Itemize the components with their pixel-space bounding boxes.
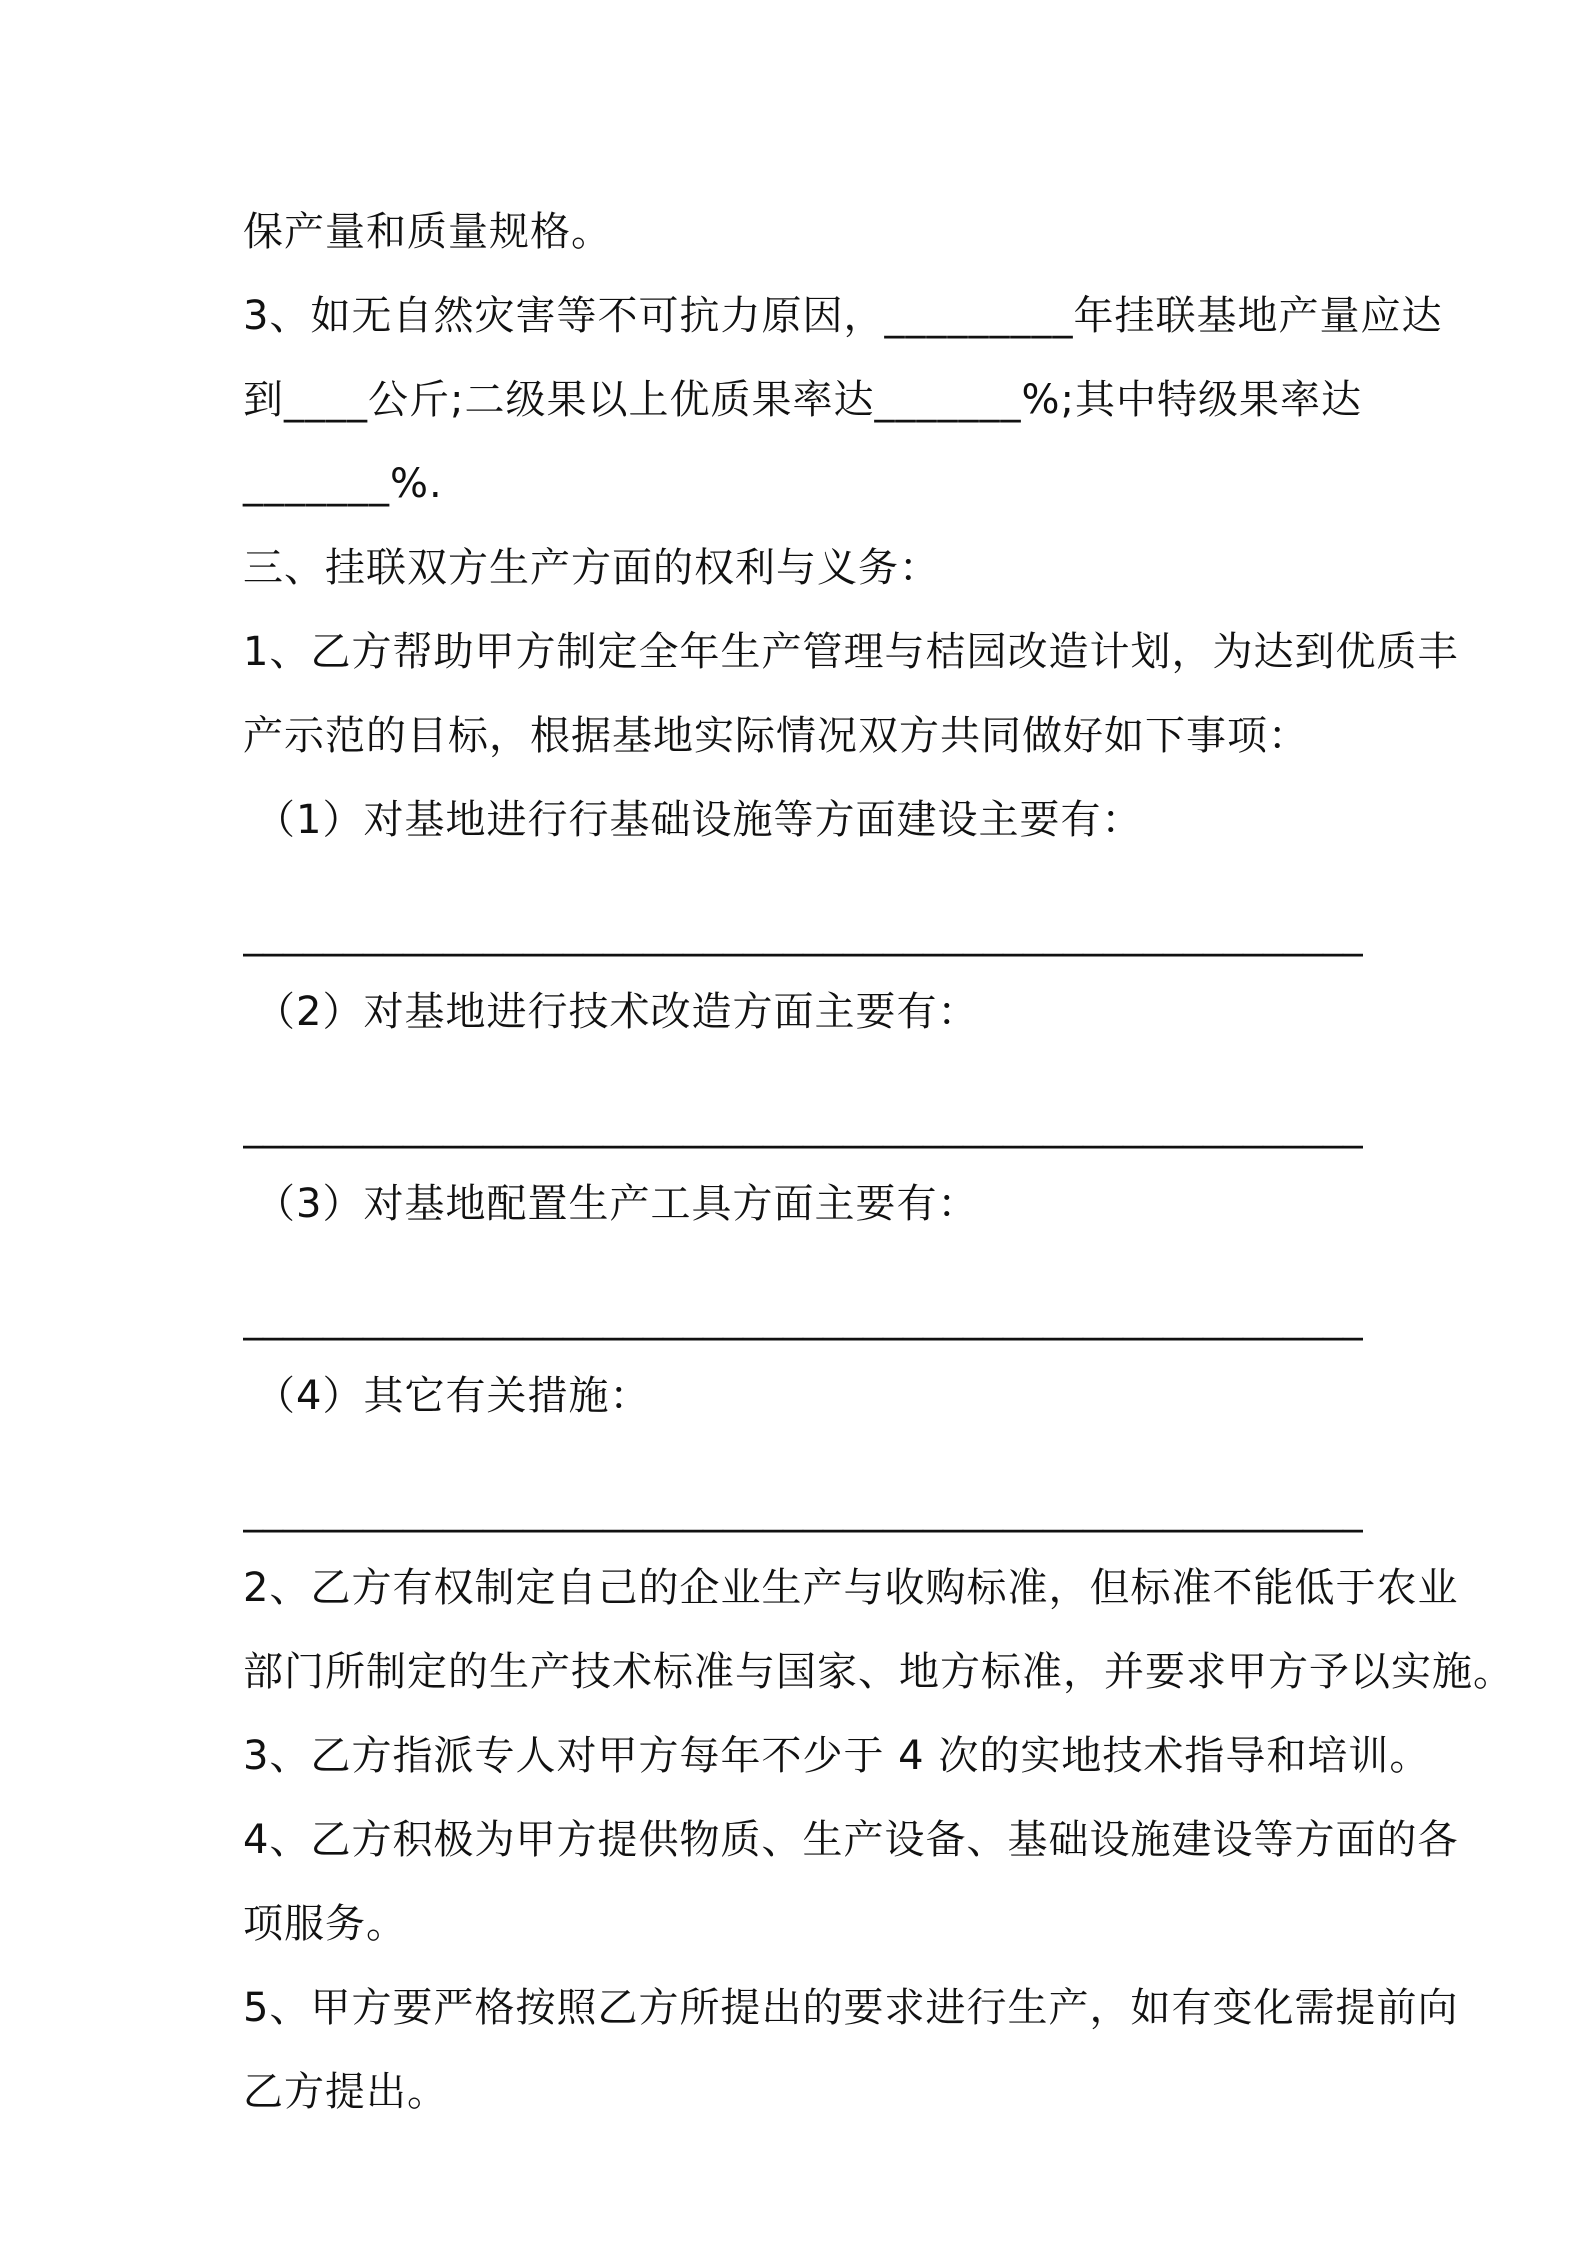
text-line: _______%. xyxy=(243,461,443,507)
document-body xyxy=(243,190,1514,2134)
item-heading: （3）对基地配置生产工具方面主要有： xyxy=(255,1181,979,1227)
text-line: 产示范的目标，根据基地实际情况双方共同做好如下事项： xyxy=(243,713,1309,759)
text-line: 5、甲方要严格按照乙方所提出的要求进行生产，如有变化需提前向 xyxy=(243,1985,1459,2031)
item-heading: （4）其它有关措施： xyxy=(255,1373,651,1419)
text-line: 保产量和质量规格。 xyxy=(243,209,612,255)
text-line: 3、如无自然灾害等不可抗力原因，_________年挂联基地产量应达 xyxy=(243,293,1443,339)
fill-in-blank: ________________________________________________________ xyxy=(243,1487,1363,1533)
text-line: 3、乙方指派专人对甲方每年不少于 4 次的实地技术指导和培训。 xyxy=(243,1733,1431,1779)
item-heading: （2）对基地进行技术改造方面主要有： xyxy=(255,989,979,1035)
fill-in-blank: ________________________________________________________ xyxy=(243,1295,1363,1341)
text-line: 2、乙方有权制定自己的企业生产与收购标准，但标准不能低于农业 xyxy=(243,1565,1459,1611)
section-heading: 三、挂联双方生产方面的权利与义务： xyxy=(243,545,940,591)
text-line: 1、乙方帮助甲方制定全年生产管理与桔园改造计划，为达到优质丰 xyxy=(243,629,1459,675)
text-line: 项服务。 xyxy=(243,1901,407,1947)
text-line: 部门所制定的生产技术标准与国家、地方标准，并要求甲方予以实施。 xyxy=(243,1649,1514,1695)
text-line: 乙方提出。 xyxy=(243,2069,448,2115)
item-heading: （1）对基地进行行基础设施等方面建设主要有： xyxy=(255,797,1143,843)
text-line: 4、乙方积极为甲方提供物质、生产设备、基础设施建设等方面的各 xyxy=(243,1817,1459,1863)
fill-in-blank: ________________________________________________________ xyxy=(243,911,1363,957)
text-line: 到____公斤;二级果以上优质果率达_______%;其中特级果率达 xyxy=(243,377,1362,423)
fill-in-blank: ________________________________________________________ xyxy=(243,1103,1363,1149)
